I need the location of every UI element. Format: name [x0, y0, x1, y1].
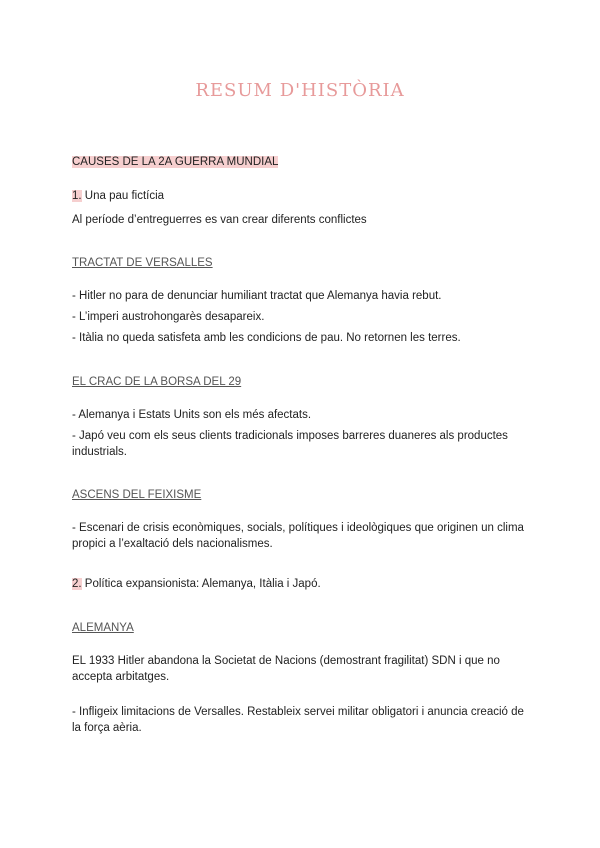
item-text: Una pau fictícia	[81, 190, 165, 202]
item-number: 2.	[72, 578, 82, 590]
section-heading-alemanya: ALEMANYA	[72, 622, 134, 634]
main-heading-text: CAUSES DE LA 2A GUERRA MUNDIAL	[72, 156, 279, 168]
bullet-item: - L’imperi austrohongarès desapareix.	[72, 311, 265, 323]
item-text: Política expansionista: Alemanya, Itàlia i Japó.	[81, 578, 321, 590]
section-heading-feixisme: ASCENS DEL FEIXISME	[72, 489, 202, 501]
bullet-item: - Infligeix limitacions de Versalles. Restableix servei militar obligatori i anuncia creació de la força aèria.	[72, 706, 524, 734]
intro-paragraph: Al període d’entreguerres es van crear diferents conflictes	[72, 214, 367, 226]
bullet-item: - Alemanya i Estats Units son els més afectats.	[72, 409, 312, 421]
bullet-item: - Itàlia no queda satisfeta amb les condicions de pau. No retornen les terres.	[72, 332, 461, 344]
item-number: 1.	[72, 190, 82, 202]
bullet-item: - Escenari de crisis econòmiques, socials, polítiques i ideològiques que originen un clima propici a l’exaltació dels nacionalismes.	[72, 522, 524, 550]
numbered-item-2	[72, 576, 321, 592]
main-heading	[72, 154, 278, 170]
section-heading-versalles: TRACTAT DE VERSALLES	[72, 257, 213, 269]
document-title: RESUM D'HISTÒRIA	[195, 80, 405, 101]
paragraph: EL 1933 Hitler abandona la Societat de Nacions (demostrant fragilitat) SDN i que no accepta arbitatges.	[72, 655, 500, 683]
bullet-item: - Japó veu com els seus clients tradicionals imposes barreres duaneres als productes industrials.	[72, 430, 508, 458]
bullet-item: - Hitler no para de denunciar humiliant tractat que Alemanya havia rebut.	[72, 290, 442, 302]
section-heading-crac: EL CRAC DE LA BORSA DEL 29	[72, 376, 242, 388]
numbered-item-1	[72, 188, 164, 204]
